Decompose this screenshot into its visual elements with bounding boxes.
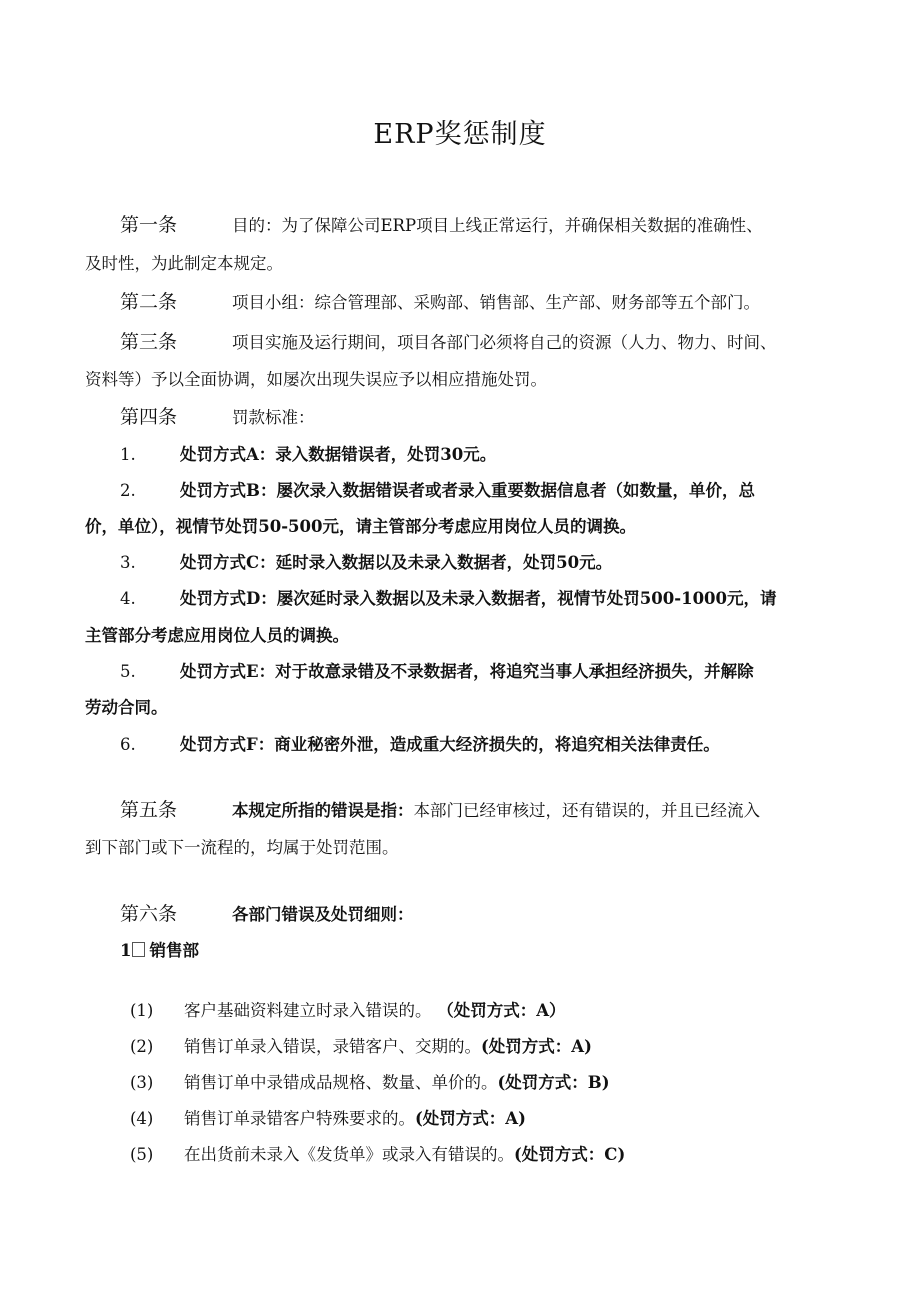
article-5-cont: 到下部门或下一流程的，均属于处罚范围。 xyxy=(85,838,399,857)
article-label: 第二条 xyxy=(120,291,178,313)
article-text: 项目实施及运行期间，项目各部门必须将自己的资源（人力、物力、时间、 xyxy=(232,333,777,352)
article-bold-text: 各部门错误及处罚细则： xyxy=(232,905,414,924)
article-3 xyxy=(120,327,880,354)
rule-penalty: (处罚方式：A) xyxy=(415,1109,526,1128)
rule-number: (5) xyxy=(130,1145,154,1164)
section-name: 销售部 xyxy=(149,941,199,960)
article-5 xyxy=(120,795,880,822)
rule-number: (1) xyxy=(130,1001,154,1020)
penalty-item xyxy=(120,731,880,755)
article-6 xyxy=(120,899,880,926)
penalty-item xyxy=(120,477,880,501)
rule-number: (2) xyxy=(130,1037,154,1056)
penalty-number: 2. xyxy=(120,481,136,500)
rule-text: 销售订单录错客户特殊要求的。 xyxy=(184,1109,415,1128)
rule-text: 销售订单录入错误，录错客户、交期的。 xyxy=(184,1037,481,1056)
rule-text: 客户基础资料建立时录入错误的。 xyxy=(184,1001,432,1020)
rule-text: 在出货前未录入《发货单》或录入有错误的。 xyxy=(184,1145,514,1164)
article-label: 第三条 xyxy=(120,331,178,353)
article-text: 目的：为了保障公司ERP项目上线正常运行，并确保相关数据的准确性、 xyxy=(232,216,763,235)
article-1 xyxy=(120,210,880,237)
article-text: 项目小组：综合管理部、采购部、销售部、生产部、财务部等五个部门。 xyxy=(232,293,760,312)
penalty-text: 处罚方式A：录入数据错误者，处罚30元。 xyxy=(180,445,497,464)
article-label: 第六条 xyxy=(120,903,178,925)
penalty-text-cont: 劳动合同。 xyxy=(85,698,168,717)
missing-glyph-icon xyxy=(132,942,145,957)
penalty-item xyxy=(120,658,880,682)
article-2 xyxy=(120,287,880,314)
penalty-item xyxy=(120,441,880,465)
rule-number: (4) xyxy=(130,1109,154,1128)
rule-penalty: (处罚方式：C) xyxy=(514,1145,626,1164)
article-1-cont: 及时性，为此制定本规定。 xyxy=(85,254,283,273)
article-4 xyxy=(120,402,880,429)
penalty-item xyxy=(120,585,880,609)
rule-text: 销售订单中录错成品规格、数量、单价的。 xyxy=(184,1073,498,1092)
penalty-number: 5. xyxy=(120,662,136,681)
page-title: ERP奖惩制度 xyxy=(373,119,547,150)
rule-penalty: (处罚方式：A) xyxy=(481,1037,592,1056)
rule-number: (3) xyxy=(130,1073,154,1092)
penalty-number: 4. xyxy=(120,589,136,608)
article-label: 第四条 xyxy=(120,406,178,428)
penalty-text: 处罚方式C：延时录入数据以及未录入数据者，处罚50元。 xyxy=(180,553,613,572)
article-bold-text: 本规定所指的错误是指： xyxy=(232,801,414,820)
article-text: 本部门已经审核过，还有错误的，并且已经流入 xyxy=(413,801,760,820)
rule-item xyxy=(130,1033,592,1057)
penalty-item xyxy=(120,549,880,573)
article-3-cont: 资料等）予以全面协调，如屡次出现失误应予以相应措施处罚。 xyxy=(85,370,547,389)
penalty-number: 1. xyxy=(120,445,136,464)
article-label: 第五条 xyxy=(120,799,178,821)
article-label: 第一条 xyxy=(120,214,178,236)
penalty-number: 6. xyxy=(120,735,136,754)
penalty-number: 3. xyxy=(120,553,136,572)
penalty-text: 处罚方式D：屡次延时录入数据以及未录入数据者，视情节处罚500-1000元，请 xyxy=(180,589,777,608)
penalty-text-cont: 价，单位），视情节处罚50-500元，请主管部分考虑应用岗位人员的调换。 xyxy=(85,517,637,536)
penalty-text-cont: 主管部分考虑应用岗位人员的调换。 xyxy=(85,626,349,645)
rule-penalty: （处罚方式：A） xyxy=(445,1001,566,1020)
rule-penalty: (处罚方式：B) xyxy=(497,1073,610,1092)
rule-item xyxy=(130,1069,610,1093)
section-heading xyxy=(120,937,880,961)
article-text: 罚款标准： xyxy=(232,408,315,427)
penalty-text: 处罚方式E：对于故意录错及不录数据者，将追究当事人承担经济损失，并解除 xyxy=(180,662,754,681)
rule-item xyxy=(130,1105,526,1129)
rule-item xyxy=(130,1141,625,1165)
section-number: 1 xyxy=(120,941,132,960)
rule-item xyxy=(130,997,566,1021)
penalty-text: 处罚方式F：商业秘密外泄，造成重大经济损失的，将追究相关法律责任。 xyxy=(180,735,720,754)
penalty-text: 处罚方式B：屡次录入数据错误者或者录入重要数据信息者（如数量，单价，总 xyxy=(180,481,755,500)
